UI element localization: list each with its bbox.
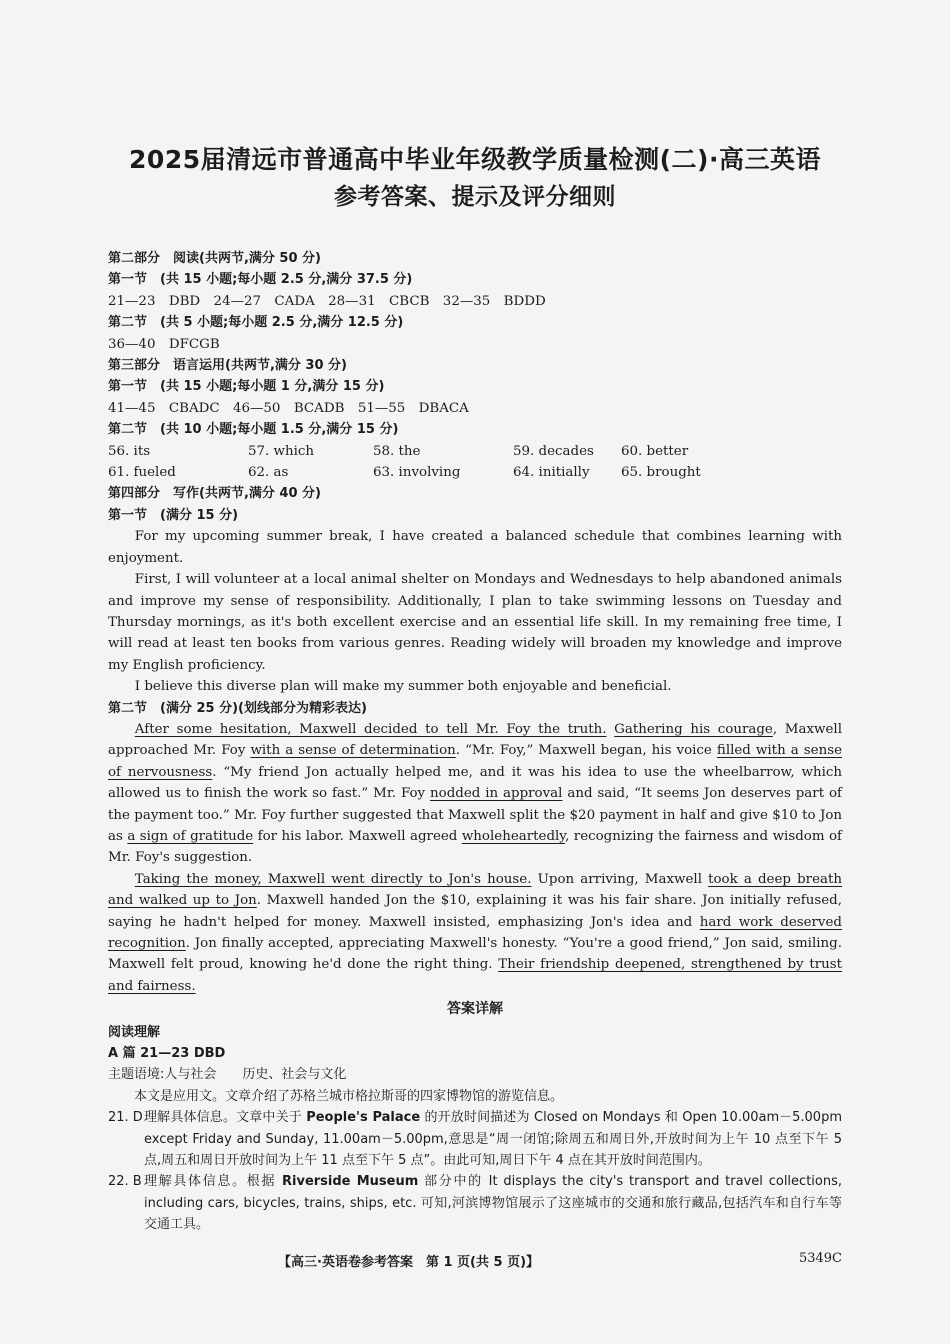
fill-answer: 61. fueled	[108, 465, 176, 481]
essay2-text: . Jon finally accepted, appreciating Maxwell's honesty. “You're a good friend,” Jon said, smiling. Maxwell felt proud, knowing he'd done the right thing.	[108, 936, 842, 973]
document-title: 2025届清远市普通高中毕业年级教学质量检测(二)·高三英语	[129, 145, 821, 174]
essay2-highlight: nodded in approval	[430, 786, 563, 802]
fill-answer: 64. initially	[513, 465, 590, 481]
document-subtitle: 参考答案、提示及评分细则	[334, 184, 616, 210]
explanation-text	[144, 1171, 842, 1235]
fill-answer: 62. as	[248, 465, 289, 481]
essay2-highlight: with a sense of determination	[250, 743, 456, 759]
essay2-text: . “My friend Jon actually helped me, and it was his idea to use the wheelbarrow, which allowed us to finish the work so fast.” Mr. Foy	[108, 764, 843, 802]
question-number: 22. B	[108, 1174, 142, 1190]
part2-header: 第二部分 阅读(共两节,满分 50 分)	[108, 251, 321, 266]
part2-section2-header: 第二节 (共 5 小题;每小题 2.5 分,满分 12.5 分)	[108, 315, 404, 331]
part2-section1-header: 第一节 (共 15 小题;每小题 2.5 分,满分 37.5 分)	[108, 272, 413, 288]
essay2-highlight: Their friendship deepened, strengthened by trust and fairness.	[108, 957, 842, 994]
document-body	[108, 248, 842, 1236]
q22-highlight: Riverside Museum	[282, 1174, 419, 1190]
question-21-explanation	[108, 1107, 842, 1171]
essay2-text	[606, 722, 614, 737]
essay2-highlight: took a deep breath and walked up to Jon	[108, 871, 842, 909]
question-22-explanation	[108, 1171, 842, 1235]
essay2-highlight: wholeheartedly	[461, 828, 566, 844]
fill-answers-row-2	[108, 462, 842, 483]
part2-section2-answers: 36—40 DFCGB	[108, 336, 220, 352]
essay2-highlight: Taking the money, Maxwell went directly to Jon's house.	[134, 871, 532, 887]
essay2-highlight: After some hesitation, Maxwell decided to tell Mr. Foy the truth.	[134, 721, 607, 737]
essay2-highlight: hard work deserved recognition	[108, 914, 842, 951]
part3-header: 第三部分 语言运用(共两节,满分 30 分)	[108, 358, 347, 374]
answer-details-header: 答案详解	[447, 1001, 503, 1018]
part3-section1-header: 第一节 (共 15 小题;每小题 1 分,满分 15 分)	[108, 379, 385, 395]
q21-text: 理解具体信息。文章中关于	[144, 1110, 307, 1126]
essay2-highlight: a sign of gratitude	[127, 828, 254, 844]
essay2-text: . “Mr. Foy,” Maxwell began, his voice	[455, 743, 717, 759]
q21-highlight: People's Palace	[306, 1110, 421, 1126]
essay2-text: Upon arriving, Maxwell	[531, 871, 709, 887]
fill-answer: 58. the	[373, 443, 421, 459]
passage-a-header: A 篇 21—23 DBD	[108, 1046, 226, 1062]
fill-answer: 59. decades	[513, 443, 594, 459]
theme-line: 主题语境:人与社会 历史、社会与文化	[108, 1067, 347, 1083]
q21-text: 的开放时间描述为 Closed on Mondays 和 Open 10.00am－5.00pm except Friday and Sunday, 11.00am－5.00pm,意思是“周一闭馆;除周五和周日外,开放时间为上午 10 点至下午 5 点,周五和周日开放时间为上午 11 点至下午 5 点”。由此可知,周日下午 4 点在其开放时间范围内。	[144, 1110, 842, 1169]
essay2-text: and said, “It seems Jon deserves part of the payment too.” Mr. Foy further suggested that Maxwell split the $20 payment in half and give $10 to Jon as	[108, 786, 842, 844]
essay2-text: for his labor. Maxwell agreed	[253, 828, 462, 844]
essay2-highlight: Gathering his courage	[614, 721, 773, 737]
footer-page-info: 【高三·英语卷参考答案 第 1 页(共 5 页)】	[278, 1255, 540, 1270]
q22-text: 部分中的 It displays the city's transport and travel collections, including cars, bicycles, trains, ships, etc. 可知,河滨博物馆展示了这座城市的交通和旅行藏品,包括汽车和自行车等交通工具。	[144, 1174, 842, 1233]
essay2-paragraph-1	[108, 719, 842, 869]
part2-section1-answers: 21—23 DBD 24—27 CADA 28—31 CBCB 32—35 BDDD	[108, 293, 546, 309]
essay1-paragraph-2: First, I will volunteer at a local animal shelter on Mondays and Wednesdays to help abandoned animals and improve my sense of responsibility. Additionally, I plan to take swimming lessons on Tuesday and Thursday mornings, as it's both excellent exercise and an essential life skill. In my remaining free time, I will read at least ten books from various genres. Reading widely will broaden my knowledge and improve my English proficiency.	[108, 572, 842, 673]
essay1-paragraph-3: I believe this diverse plan will make my summer both enjoyable and beneficial.	[134, 679, 672, 695]
essay2-paragraph-2	[108, 869, 842, 997]
essay2-highlight: filled with a sense of nervousness	[108, 743, 842, 780]
reading-header: 阅读理解	[108, 1024, 161, 1040]
fill-answer: 60. better	[621, 443, 689, 459]
fill-answer: 57. which	[248, 443, 315, 459]
footer-code: 5349C	[798, 1251, 842, 1266]
part4-section2-header: 第二节 (满分 25 分)(划线部分为精彩表达)	[108, 700, 367, 716]
q22-text: 理解具体信息。根据	[144, 1174, 283, 1190]
question-number: 21. D	[108, 1110, 143, 1126]
part4-section1-header: 第一节 (满分 15 分)	[108, 507, 239, 523]
fill-answer: 65. brought	[621, 465, 701, 481]
essay2-text: , Maxwell approached Mr. Foy	[108, 721, 842, 759]
essay1-paragraph-1: For my upcoming summer break, I have created a balanced schedule that combines learning with enjoyment.	[108, 529, 842, 566]
fill-answer: 56. its	[108, 443, 151, 459]
part4-header: 第四部分 写作(共两节,满分 40 分)	[108, 486, 321, 502]
essay2-text: . Maxwell handed Jon the $10, explaining it was his fair share. Jon initially refused, saying he hadn't helped for money. Maxwell insisted, emphasizing Jon's idea and	[108, 893, 842, 930]
essay2-text: , recognizing the fairness and wisdom of Mr. Foy's suggestion.	[108, 828, 842, 866]
part3-section2-header: 第二节 (共 10 小题;每小题 1.5 分,满分 15 分)	[108, 422, 399, 438]
fill-answers-row-1	[108, 441, 842, 462]
passage-intro: 本文是应用文。文章介绍了苏格兰城市格拉斯哥的四家博物馆的游览信息。	[134, 1088, 564, 1104]
part3-section1-answers: 41—45 CBADC 46—50 BCADB 51—55 DBACA	[108, 400, 469, 416]
fill-answer: 63. involving	[373, 465, 461, 481]
explanation-text	[144, 1107, 842, 1171]
